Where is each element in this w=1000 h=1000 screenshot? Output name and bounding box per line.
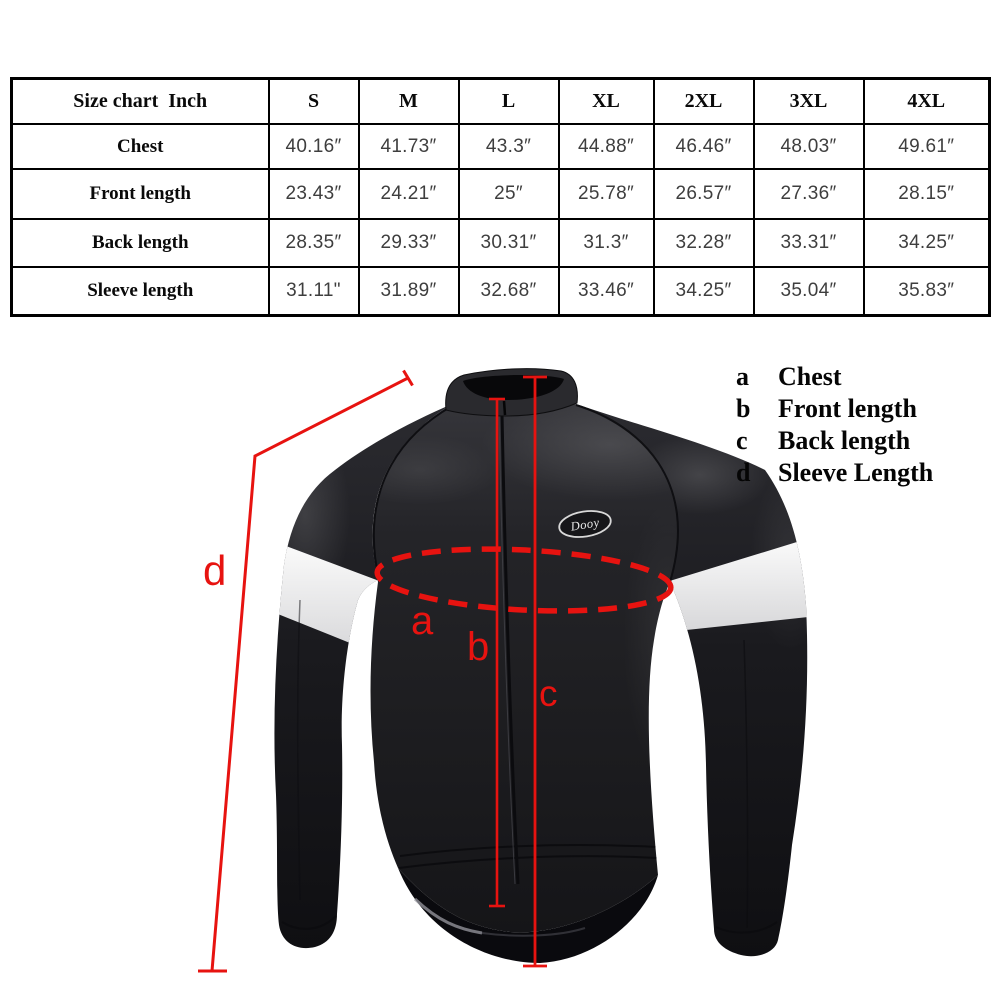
zipper-notch bbox=[504, 401, 505, 415]
size-value-cell: 34.25″ bbox=[864, 219, 990, 267]
measurement-label-a: a bbox=[411, 599, 434, 643]
size-value-cell: 40.16″ bbox=[269, 124, 359, 169]
size-value-cell: 33.46″ bbox=[559, 267, 654, 315]
legend-label-d: Sleeve Length bbox=[778, 458, 934, 487]
size-column-header: 4XL bbox=[864, 79, 990, 125]
measurement-row-label: Sleeve length bbox=[12, 267, 269, 315]
size-value-cell: 29.33″ bbox=[359, 219, 459, 267]
size-value-cell: 48.03″ bbox=[754, 124, 864, 169]
size-value-cell: 35.83″ bbox=[864, 267, 990, 315]
table-title-cell: Size chart Inch bbox=[12, 79, 269, 125]
legend-label-a: Chest bbox=[778, 362, 842, 391]
measurement-label-c: c bbox=[539, 673, 558, 714]
size-value-cell: 31.11" bbox=[269, 267, 359, 315]
size-value-cell: 44.88″ bbox=[559, 124, 654, 169]
size-value-cell: 46.46″ bbox=[654, 124, 754, 169]
size-value-cell: 25″ bbox=[459, 169, 559, 219]
legend-key-b: b bbox=[736, 394, 751, 423]
measurement-legend bbox=[736, 361, 933, 489]
legend-label-b: Front length bbox=[778, 394, 917, 423]
size-value-cell: 41.73″ bbox=[359, 124, 459, 169]
legend-key-a: a bbox=[736, 362, 749, 391]
size-column-header: XL bbox=[559, 79, 654, 125]
measurement-row-label: Chest bbox=[12, 124, 269, 169]
measurement-label-d: d bbox=[203, 547, 227, 594]
size-value-cell: 28.35″ bbox=[269, 219, 359, 267]
size-value-cell: 23.43″ bbox=[269, 169, 359, 219]
size-value-cell: 34.25″ bbox=[654, 267, 754, 315]
measurement-row-label: Front length bbox=[12, 169, 269, 219]
size-value-cell: 30.31″ bbox=[459, 219, 559, 267]
size-value-cell: 28.15″ bbox=[864, 169, 990, 219]
legend-key-d: d bbox=[736, 458, 751, 487]
brand-logo-text: Dooy bbox=[569, 515, 601, 534]
size-value-cell: 26.57″ bbox=[654, 169, 754, 219]
measurement-label-b: b bbox=[467, 625, 490, 669]
legend-row-c bbox=[736, 425, 933, 457]
legend-key-c: c bbox=[736, 426, 748, 455]
size-value-cell: 32.68″ bbox=[459, 267, 559, 315]
legend-row-d bbox=[736, 457, 933, 489]
size-column-header: 2XL bbox=[654, 79, 754, 125]
legend-row-b bbox=[736, 393, 933, 425]
size-value-cell: 33.31″ bbox=[754, 219, 864, 267]
legend-label-c: Back length bbox=[778, 426, 911, 455]
size-value-cell: 49.61″ bbox=[864, 124, 990, 169]
size-value-cell: 24.21″ bbox=[359, 169, 459, 219]
size-column-header: 3XL bbox=[754, 79, 864, 125]
size-column-header: L bbox=[459, 79, 559, 125]
size-value-cell: 31.89″ bbox=[359, 267, 459, 315]
measurement-row-label: Back length bbox=[12, 219, 269, 267]
size-value-cell: 27.36″ bbox=[754, 169, 864, 219]
size-value-cell: 25.78″ bbox=[559, 169, 654, 219]
size-value-cell: 32.28″ bbox=[654, 219, 754, 267]
size-column-header: M bbox=[359, 79, 459, 125]
size-value-cell: 31.3″ bbox=[559, 219, 654, 267]
size-value-cell: 43.3″ bbox=[459, 124, 559, 169]
size-column-header: S bbox=[269, 79, 359, 125]
legend-row-a bbox=[736, 361, 933, 393]
size-value-cell: 35.04″ bbox=[754, 267, 864, 315]
